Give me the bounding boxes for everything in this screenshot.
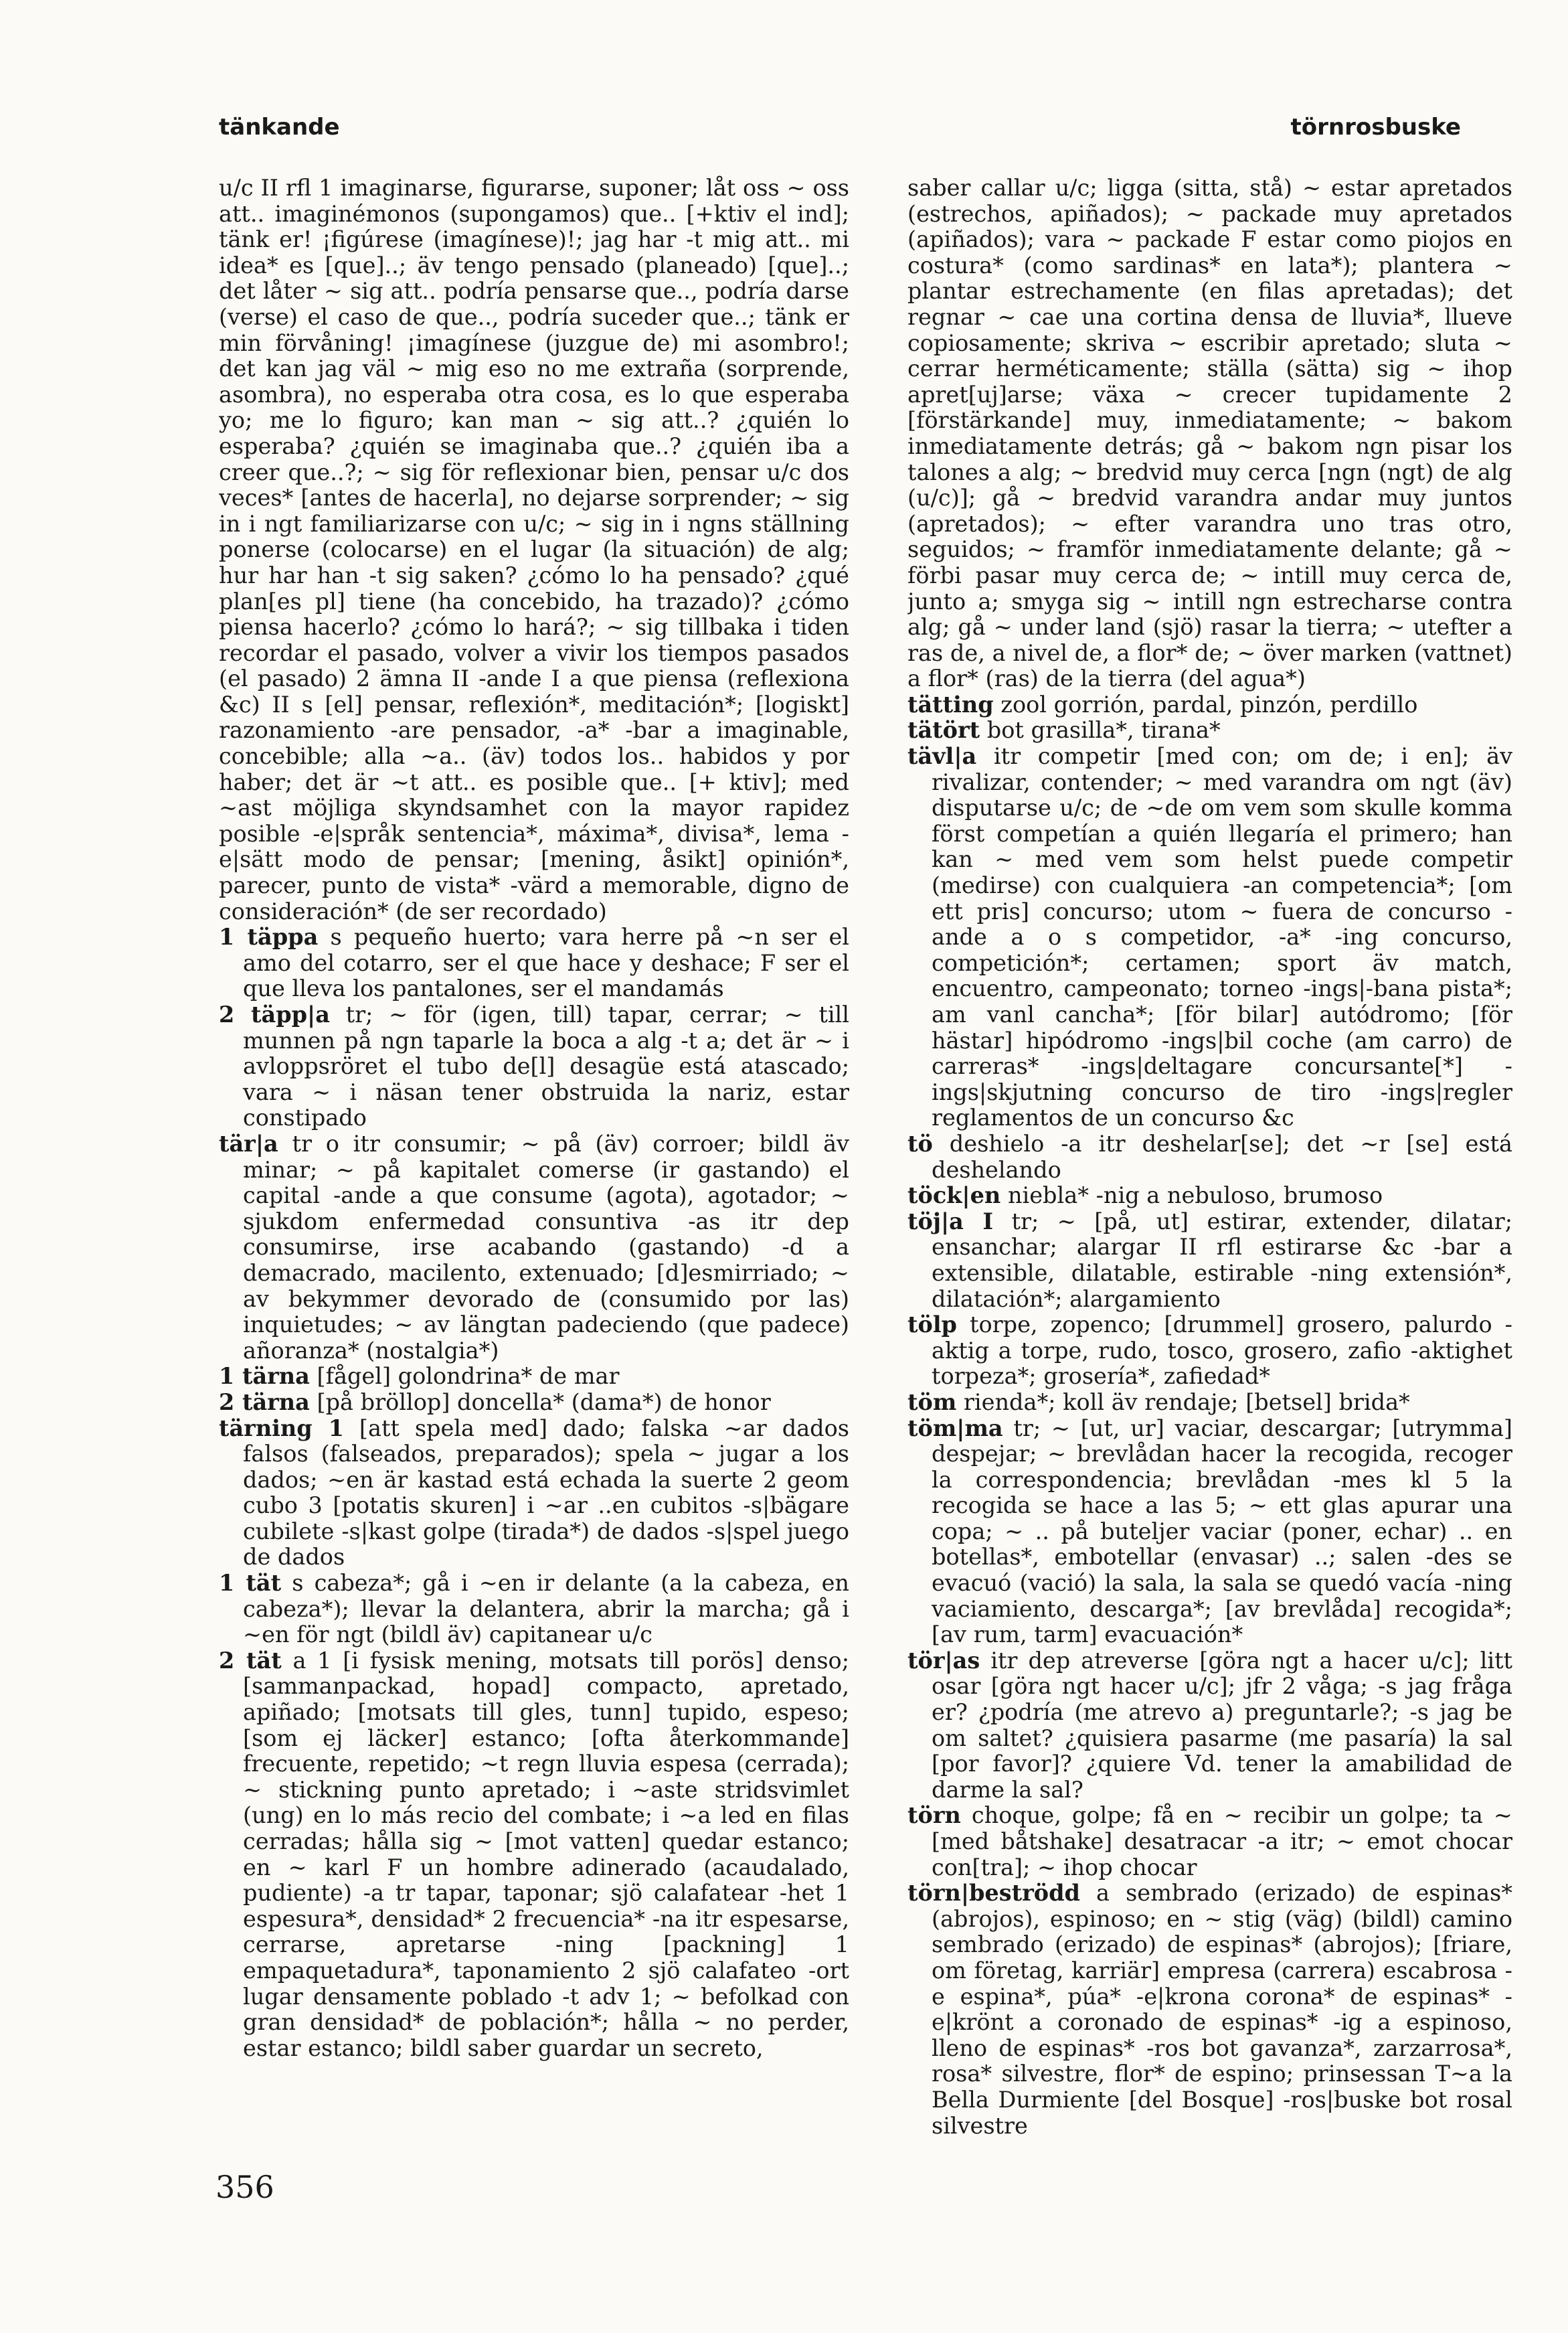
entry-headword: tör|as	[907, 1647, 980, 1674]
dictionary-entry	[219, 1131, 849, 1364]
entry-headword: tö	[907, 1130, 933, 1157]
entry-headword: 1 tät	[219, 1570, 282, 1597]
entry-text: saber callar u/c; ligga (sitta, stå) ~ estar apretados (estrechos, apiñados); ~ packade muy apretados (apiñados); vara ~ packade F estar como piojos en costura* (como sardinas* en lata*); plantera ~ plantar estrechamente (en filas apretadas); det regnar ~ cae una cortina densa de lluvia*, llueve copiosamente; skriva ~ escribir apretado; sluta ~ cerrar herméticamente; ställa (sätta) sig ~ ihop apret[uj]arse; växa ~ crecer tupidamente 2 [förstärkande] muy, inmediatamente; ~ bakom inmediatamente detrás; gå ~ bakom ngn pisar los talones a alg; ~ bredvid muy cerca [ngn (ngt) de alg (u/c)]; gå ~ bredvid varandra andar muy juntos (apretados); ~ efter varandra uno tras otro, seguidos; ~ framför inmediatamente delante; gå ~ förbi pasar muy cerca de; ~ intill muy cerca de, junto a; smyga sig ~ intill ngn estrecharse contra alg; gå ~ under land (sjö) rasar la tierra; ~ utefter a ras de, a nivel de, a flor* de; ~ över marken (vattnet) a flor* (ras) de la tierra (del agua*)	[907, 175, 1512, 692]
dictionary-entry	[219, 1648, 849, 2062]
dictionary-entry	[907, 718, 1512, 744]
dictionary-entry	[907, 1209, 1512, 1312]
entry-text: s pequeño huerto; vara herre på ~n ser el amo del cotarro, ser el que hace y deshace; F ser el que lleva los pantalones, ser el mandamás	[243, 924, 849, 1002]
right-column	[907, 175, 1512, 2157]
entry-headword: töm|ma	[907, 1415, 1003, 1441]
dictionary-entry	[219, 1416, 849, 1571]
dictionary-entry	[219, 1571, 849, 1648]
left-guide-word: tänkande	[219, 114, 340, 141]
entry-headword: 1 täppa	[219, 924, 319, 951]
entry-text: a 1 [i fysisk mening, motsats till porös] denso; [sammanpackad, hopad] compacto, apretado, apiñado; [motsats till gles, tunn] tupido, espeso; [som ej läcker] estanco; [ofta återkommande] frecuente, repetido; ~t regn lluvia espesa (cerrada); ~ stickning punto apretado; i ~aste stridsvimlet (ung) en lo más recio del combate; i ~a led en filas cerradas; hålla sig ~ [mot vatten] quedar estanco; en ~ karl F un hombre adinerado (acaudalado, pudiente) -a tr tapar, taponar; sjö calafatear -het 1 espesura*, densidad* 2 frecuencia* -na itr espesarse, cerrarse, apretarse -ning [packning] 1 empaquetadura*, taponamiento 2 sjö calafateo -ort lugar densamente poblado -t adv 1; ~ befolkad con gran densidad* de población*; hålla ~ no perder, estar estanco; bildl saber guardar un secreto,	[243, 1647, 849, 2061]
dictionary-entry	[219, 1364, 849, 1390]
entry-text: [att spela med] dado; falska ~ar dados falsos (falseados, preparados); spela ~ jugar a los dados; ~en är kastad está echada la suerte 2 geom cubo 3 [potatis skuren] i ~ar ..en cubitos -s|bägare cubilete -s|kast golpe (tirada*) de dados -s|spel juego de dados	[243, 1415, 849, 1571]
dictionary-entry	[907, 1390, 1512, 1416]
entry-headword: törn	[907, 1802, 961, 1829]
left-column	[219, 175, 849, 2157]
entry-headword: tölp	[907, 1311, 957, 1338]
entry-text: zool gorrión, pardal, pinzón, perdillo	[993, 691, 1418, 718]
entry-text: niebla* -nig a nebuloso, brumoso	[1000, 1182, 1383, 1209]
page-header	[0, 114, 1568, 154]
dictionary-entry	[907, 1131, 1512, 1183]
entry-text: s cabeza*; gå i ~en ir delante (a la cabeza, en cabeza*); llevar la delantera, abrir la marcha; gå i ~en för ngt (bildl äv) capitanear u/c	[243, 1570, 849, 1648]
entry-text: tr; ~ [på, ut] estirar, extender, dilatar; ensanchar; alargar II rfl estirarse &c -bar a extensible, dilatable, estirable -ning extensión*, dilatación*; alargamiento	[932, 1208, 1512, 1312]
entry-headword: tätört	[907, 717, 980, 744]
entry-headword: tävl|a	[907, 743, 977, 770]
dictionary-entry	[219, 175, 849, 924]
dictionary-entry	[219, 924, 849, 1002]
dictionary-entry	[907, 744, 1512, 1131]
entry-headword: 1 tärna	[219, 1363, 310, 1390]
entry-text: a sembrado (erizado) de espinas* (abrojos), espinoso; en ~ stig (väg) (bildl) camino sembrado (erizado) de espinas* (abrojos); [friare, om företag, karriär] empresa (carrera) escabrosa -e espina*, púa* -e|krona corona* de espinas* -e|krönt a coronado de espinas* -ig a espinoso, lleno de espinas* -ros bot gavanza*, zarzarrosa*, rosa* silvestre, flor* de espino; prinsessan T~a la Bella Durmiente [del Bosque] -ros|buske bot rosal silvestre	[932, 1880, 1512, 2139]
entry-headword: töm	[907, 1388, 957, 1415]
entry-text: torpe, zopenco; [drummel] grosero, palurdo -aktig a torpe, rudo, tosco, grosero, zafio -aktighet torpeza*; grosería*, zafiedad*	[932, 1311, 1512, 1390]
entry-text: itr dep atreverse [göra ngt a hacer u/c]; litt osar [göra ngt hacer u/c]; jfr 2 våga; -s jag fråga er? ¿podría (me atrevo a) preguntarle?; -s jag be om saltet? ¿quisiera pasarme (me pasaría) la sal [por favor]? ¿quiere Vd. tener la amabilidad de darme la sal?	[932, 1647, 1512, 1803]
entry-headword: tär|a	[219, 1130, 278, 1157]
entry-text: bot grasilla*, tirana*	[980, 717, 1221, 744]
dictionary-entry	[219, 1390, 849, 1416]
dictionary-entry	[219, 1002, 849, 1131]
dictionary-entry	[907, 1312, 1512, 1390]
dictionary-entry	[907, 692, 1512, 718]
entry-text: u/c II rfl 1 imaginarse, figurarse, suponer; låt oss ~ oss att.. imaginémonos (supongamos) que.. [+ktiv el ind]; tänk er! ¡figúrese (imagínese)!; jag har -t mig att.. mi idea* es [que]..; äv tengo pensado (planeado) [que]..; det låter ~ sig att.. podría pensarse que.., podría darse (verse) el caso de que.., podría suceder que..; tänk er min förvåning! ¡imagínese (juzgue de) mi asombro!; det kan jag väl ~ mig eso no me extraña (sorprende, asombra), no esperaba otra cosa, es lo que esperaba yo; me lo figuro; kan man ~ sig att..? ¿quién lo esperaba? ¿quién se imaginaba que..? ¿quién iba a creer que..?; ~ sig för reflexionar bien, pensar u/c dos veces* [antes de hacerla], no dejarse sorprender; ~ sig in i ngt familiarizarse con u/c; ~ sig in i ngns ställning ponerse (colocarse) en el lugar (la situación) de alg; hur har han -t sig saken? ¿cómo lo ha pensado? ¿qué plan[es pl] tiene (ha concebido, ha trazado)? ¿cómo piensa hacerlo? ¿cómo lo hará?; ~ sig tillbaka i tiden recordar el pasado, volver a vivir los tiempos pasados (el pasado) 2 ämna II -ande I a que piensa (reflexiona &c) II s [el] pensar, reflexión*, meditación*; [logiskt] razonamiento -are pensador, -a* -bar a imaginable, concebible; alla ~a.. (äv) todos los.. habidos y por haber; det är ~t att.. es posible que.. [+ ktiv]; med ~ast möjliga skyndsamhet con la mayor rapidez posible -e|språk sentencia*, máxima*, divisa*, lema -e|sätt modo de pensar; [mening, åsikt] opinión*, parecer, punto de vista* -värd a memorable, digno de consideración* (de ser recordado)	[219, 175, 849, 924]
entry-headword: 2 täpp|a	[219, 1001, 330, 1028]
entry-headword: 2 tät	[219, 1647, 282, 1674]
dictionary-entry	[907, 1648, 1512, 1803]
entry-headword: 2 tärna	[219, 1388, 310, 1415]
entry-headword: törn|beströdd	[907, 1880, 1080, 1907]
entry-headword: töj|a I	[907, 1208, 993, 1234]
entry-text: [fågel] golondrina* de mar	[309, 1363, 620, 1390]
entry-text: tr; ~ för (igen, till) tapar, cerrar; ~ till munnen på ngn taparle la boca a alg -t a; det är ~ i avloppsröret el tubo de[l] desagüe está atascado; vara ~ i näsan tener obstruida la nariz, estar constipado	[243, 1001, 849, 1131]
entry-text: choque, golpe; få en ~ recibir un golpe; ta ~ [med båtshake] desatracar -a itr; ~ emot chocar con[tra]; ~ ihop chocar	[932, 1802, 1512, 1880]
dictionary-entry	[907, 175, 1512, 692]
dictionary-entry	[907, 1183, 1512, 1209]
entry-text: tr o itr consumir; ~ på (äv) corroer; bildl äv minar; ~ på kapitalet comerse (ir gastando) el capital -ande a que consume (agota), agotador; ~ sjukdom enfermedad consuntiva -as itr dep consumirse, irse acabando (gastando) -d a demacrado, macilento, extenuado; [d]esmirriado; ~ av bekymmer devorado de (consumido por las) inquietudes; ~ av längtan padeciendo (que padece) añoranza* (nostalgia*)	[243, 1130, 849, 1364]
entry-text: rienda*; koll äv rendaje; [betsel] brida*	[956, 1388, 1410, 1415]
entry-text: tr; ~ [ut, ur] vaciar, descargar; [utrymma] despejar; ~ brevlådan hacer la recogida, recoger la correspondencia; brevlådan -mes kl 5 la recogida se hace a las 5; ~ ett glas apurar una copa; ~ .. på buteljer vaciar (poner, echar) .. en botellas*, embotellar (envasar) ..; salen -des se evacuó (vació) la sala, la sala se quedó vacía -ning vaciamiento, descarga*; [av brevlåda] recogida*; [av rum, tarm] evacuación*	[932, 1415, 1512, 1648]
page-number: 356	[215, 2169, 274, 2205]
entry-text: itr competir [med con; om de; i en]; äv rivalizar, contender; ~ med varandra om ngt (äv) disputarse u/c; de ~de om vem som skulle komma först competían a quién llegaría el primero; han kan ~ med vem som helst puede competir (medirse) con cualquiera -an competencia*; [om ett pris] concurso; utom ~ fuera de concurso -ande a o s competidor, -a* -ing concurso, competición*; certamen; sport äv match, encuentro, campeonato; torneo -ings|-bana pista*; am vanl cancha*; [för bilar] autódromo; [för hästar] hipódromo -ings|bil coche (am carro) de carreras* -ings|deltagare concursante[*] -ings|skjutning concurso de tiro -ings|regler reglamentos de un concurso &c	[932, 743, 1512, 1131]
dictionary-entry	[907, 1880, 1512, 2139]
dictionary-entry	[907, 1416, 1512, 1648]
dictionary-entry	[907, 1803, 1512, 1880]
entry-headword: tätting	[907, 691, 994, 718]
entry-headword: tärning 1	[219, 1415, 344, 1441]
entry-text: deshielo -a itr deshelar[se]; det ~r [se] está deshelando	[932, 1130, 1512, 1183]
right-guide-word: törnrosbuske	[1290, 114, 1461, 141]
entry-text: [på bröllop] doncella* (dama*) de honor	[309, 1388, 771, 1415]
entry-headword: töck|en	[907, 1182, 1001, 1209]
